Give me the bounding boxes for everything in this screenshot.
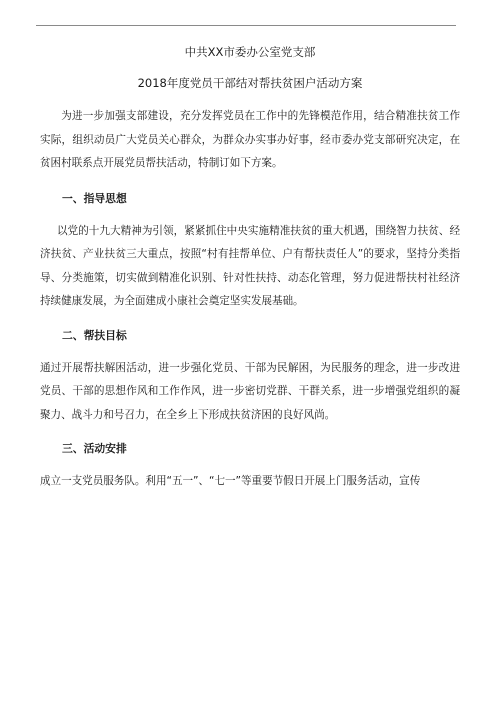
document-body — [40, 30, 460, 494]
header-rule — [36, 25, 456, 26]
section-text-activity-plan: 成立一支党员服务队。利用“五一”、“七一”等重要节假日开展上门服务活动，宣传 — [40, 475, 421, 487]
section-text-guiding-thought: 以党的十九大精神为引领，紧紧抓住中央实施精准扶贫的重大机遇，围绕智力扶贫、经济扶贫、产业扶贫三大重点，按照“村有挂帮单位、户有帮扶责任人”的要求，坚持分类指导、分类施策，切实做到精准化识别、针对性扶持、动态化管理，努力促进帮扶村社经济持续健康发展，为全面建成小康社会奠定坚实发展基础。 — [40, 224, 460, 307]
document-subtitle: 2018年度党员干部结对帮扶贫困户活动方案 — [137, 76, 363, 90]
section-heading-guiding-thought: 一、指导思想 — [62, 191, 127, 205]
section-heading-assistance-goals: 二、帮扶目标 — [62, 328, 127, 342]
intro-paragraph: 为进一步加强支部建设，充分发挥党员在工作中的先锋模范作用，结合精准扶贫工作实际，组织动员广大党员关心群众，为群众办实事办好事，经市委办党支部研究决定，在贫困村联系点开展党员帮扶活动，特制订如下方案。 — [40, 110, 460, 169]
document-title: 中共XX市委办公室党支部 — [184, 45, 316, 59]
section-heading-activity-plan: 三、活动安排 — [62, 442, 127, 455]
section-text-assistance-goals: 通过开展帮扶解困活动，进一步强化党员、干部为民解困，为民服务的理念，进一步改进党员、干部的思想作风和工作作风，进一步密切党群、干群关系，进一步增强党组织的凝聚力、战斗力和号召力，在全乡上下形成扶贫济困的良好风尚。 — [40, 361, 460, 421]
